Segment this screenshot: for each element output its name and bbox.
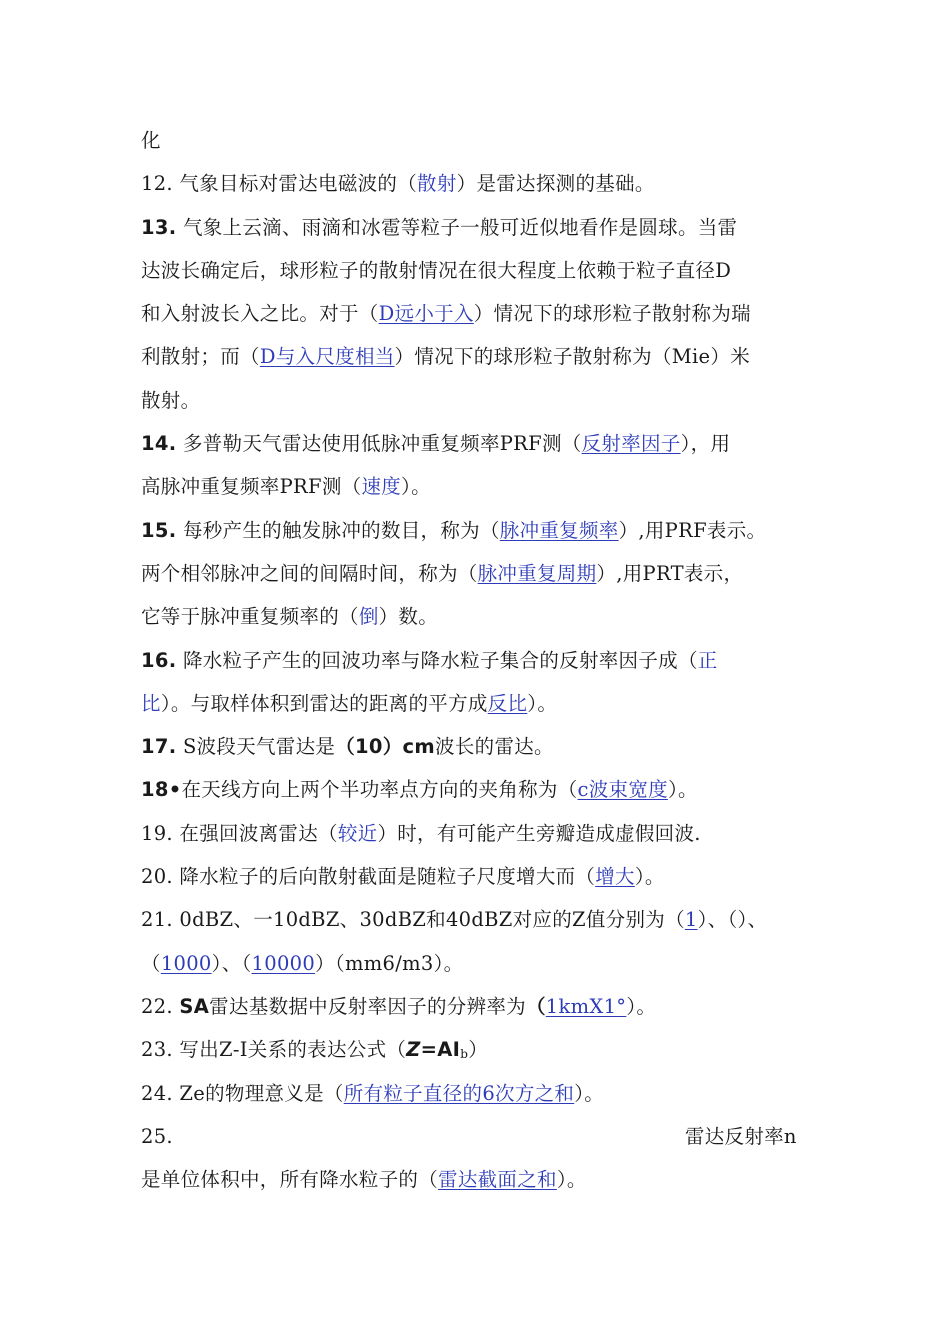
text: 在天线方向上两个半功率点方向的夹角称为（ bbox=[181, 778, 578, 802]
text: ）是雷达探测的基础。 bbox=[456, 172, 655, 196]
text: ）。 bbox=[667, 778, 698, 802]
item-24 bbox=[141, 1077, 831, 1120]
text: ）。 bbox=[626, 994, 657, 1018]
text: 每秒产生的触发脉冲的数目，称为（ bbox=[182, 518, 500, 542]
text: ）数。 bbox=[378, 605, 439, 629]
item-13 bbox=[141, 211, 831, 254]
item-number: 23. bbox=[141, 1038, 173, 1062]
text: 写出Z-I关系的表达公式（ bbox=[179, 1038, 407, 1062]
item-18 bbox=[141, 773, 831, 816]
item-16 bbox=[141, 644, 831, 687]
answer-text: 速度 bbox=[361, 475, 402, 499]
text: ）时，有可能产生旁瓣造成虚假回波. bbox=[377, 821, 701, 845]
item-19 bbox=[141, 817, 831, 860]
item-25-line-2 bbox=[141, 1163, 831, 1206]
item-number: 16. bbox=[141, 648, 177, 672]
answer-link[interactable]: c波束宽度 bbox=[577, 778, 668, 802]
text: ）情况下的球形粒子散射称为瑞 bbox=[473, 302, 751, 326]
answer-link[interactable]: D与入尺度相当 bbox=[259, 345, 395, 369]
text: 两个相邻脉冲之间的间隔时间，称为（ bbox=[141, 561, 478, 585]
answer-link[interactable]: 脉冲重复频率 bbox=[499, 518, 619, 542]
text: ）。 bbox=[527, 691, 558, 715]
item-16-line-2 bbox=[141, 687, 831, 730]
item-22 bbox=[141, 990, 831, 1033]
answer-link[interactable]: 脉冲重复周期 bbox=[477, 561, 597, 585]
item-25 bbox=[141, 1120, 831, 1163]
answer-link[interactable]: 雷达截面之和 bbox=[438, 1168, 557, 1192]
text: 散射。 bbox=[141, 388, 201, 412]
text: 降水粒子产生的回波功率与降水粒子集合的反射率因子成（ bbox=[182, 648, 698, 672]
text: ）,用PRT表示， bbox=[596, 561, 744, 585]
document-page bbox=[141, 124, 831, 1206]
answer-link[interactable]: 1 bbox=[684, 908, 698, 932]
text: （ bbox=[525, 994, 546, 1018]
text: SA bbox=[179, 994, 210, 1018]
text: ）。 bbox=[574, 1081, 605, 1105]
text: S波段天气雷达是 bbox=[182, 735, 336, 759]
text: 波长的雷达。 bbox=[435, 735, 554, 759]
text: ）,用PRF表示。 bbox=[618, 518, 767, 542]
text: 气象上云滴、雨滴和冰雹等粒子一般可近似地看作是圆球。当雷 bbox=[182, 215, 738, 239]
item-number: 18• bbox=[141, 778, 182, 802]
text: 雷达反射率n bbox=[684, 1124, 797, 1148]
text: 利散射；而（ bbox=[141, 345, 260, 369]
item-15-line-2 bbox=[141, 557, 831, 600]
item-number: 17. bbox=[141, 735, 177, 759]
line-1 bbox=[141, 124, 831, 167]
text: 和入射波长入之比。对于（ bbox=[141, 302, 379, 326]
answer-text: 正 bbox=[697, 648, 718, 672]
item-number: 25. bbox=[141, 1124, 173, 1148]
answer-link[interactable]: 增大 bbox=[595, 865, 635, 889]
item-20 bbox=[141, 860, 831, 903]
item-14-line-2 bbox=[141, 470, 831, 513]
answer-link[interactable]: D远小于入 bbox=[378, 302, 474, 326]
text: 降水粒子的后向散射截面是随粒子尺度增大而（ bbox=[179, 865, 596, 889]
text: ）。 bbox=[634, 865, 665, 889]
text: 气象目标对雷达电磁波的（ bbox=[179, 172, 418, 196]
formula-z: Z bbox=[406, 1038, 421, 1062]
text: ）（mm6/m3）。 bbox=[315, 951, 464, 975]
item-12 bbox=[141, 167, 831, 210]
text: ）。 bbox=[401, 475, 431, 499]
item-number: 22. bbox=[141, 994, 173, 1018]
item-15 bbox=[141, 514, 831, 557]
answer-link[interactable]: 1kmX1° bbox=[545, 994, 627, 1018]
text: ），用 bbox=[680, 432, 731, 456]
item-14 bbox=[141, 427, 831, 470]
text: 雷达基数据中反射率因子的分辨率为 bbox=[209, 994, 526, 1018]
answer-link[interactable]: 反比 bbox=[487, 691, 528, 715]
text: 是单位体积中，所有降水粒子的（ bbox=[141, 1168, 439, 1192]
item-13-line-4 bbox=[141, 340, 831, 383]
item-number: 20. bbox=[141, 865, 173, 889]
text: Ze的物理意义是（ bbox=[179, 1081, 344, 1105]
text: ）、（）、 bbox=[697, 908, 768, 932]
item-17 bbox=[141, 730, 831, 773]
item-13-line-3 bbox=[141, 297, 831, 340]
answer-link[interactable]: 1000 bbox=[160, 951, 212, 975]
text: 化 bbox=[141, 129, 161, 152]
text: ）。与取样体积到雷达的距离的平方成 bbox=[160, 691, 488, 715]
answer-text: （10）cm bbox=[335, 735, 436, 759]
item-number: 12. bbox=[141, 172, 173, 196]
answer-link[interactable]: 10000 bbox=[251, 951, 316, 975]
formula-body: =AI bbox=[420, 1038, 461, 1062]
text: 达波长确定后，球形粒子的散射情况在很大程度上依赖于粒子直径D bbox=[141, 258, 732, 282]
item-number: 24. bbox=[141, 1081, 173, 1105]
item-number: 14. bbox=[141, 432, 177, 456]
text: ）。 bbox=[556, 1168, 587, 1192]
item-23 bbox=[141, 1033, 831, 1076]
item-21-line-2 bbox=[141, 947, 831, 990]
text: ）情况下的球形粒子散射称为（Mie）米 bbox=[394, 345, 750, 369]
item-number: 21. bbox=[141, 908, 173, 932]
text: 0dBZ、一10dBZ、30dBZ和40dBZ对应的Z值分别为（ bbox=[179, 908, 685, 932]
item-13-line-5 bbox=[141, 384, 831, 427]
item-21 bbox=[141, 903, 831, 946]
answer-link[interactable]: 所有粒子直径的6次方之和 bbox=[343, 1081, 575, 1105]
text: ）、（ bbox=[211, 951, 252, 975]
item-number: 15. bbox=[141, 518, 177, 542]
item-number: 19. bbox=[141, 821, 173, 845]
text: 多普勒天气雷达使用低脉冲重复频率PRF测（ bbox=[182, 432, 582, 456]
item-15-line-3 bbox=[141, 600, 831, 643]
answer-text: 比 bbox=[141, 691, 161, 715]
item-number: 13. bbox=[141, 215, 177, 239]
answer-text: 较近 bbox=[337, 821, 378, 845]
text: 高脉冲重复频率PRF测（ bbox=[141, 475, 362, 499]
answer-link[interactable]: 反射率因子 bbox=[581, 432, 681, 456]
item-13-line-2 bbox=[141, 254, 831, 297]
formula-exponent: b bbox=[460, 1047, 469, 1062]
answer-text: 倒 bbox=[358, 605, 379, 629]
text: 它等于脉冲重复频率的（ bbox=[141, 605, 359, 629]
text: （ bbox=[141, 951, 161, 975]
text: 在强回波离雷达（ bbox=[179, 821, 338, 845]
text: ） bbox=[468, 1038, 489, 1062]
answer-text: 散射 bbox=[417, 172, 457, 196]
